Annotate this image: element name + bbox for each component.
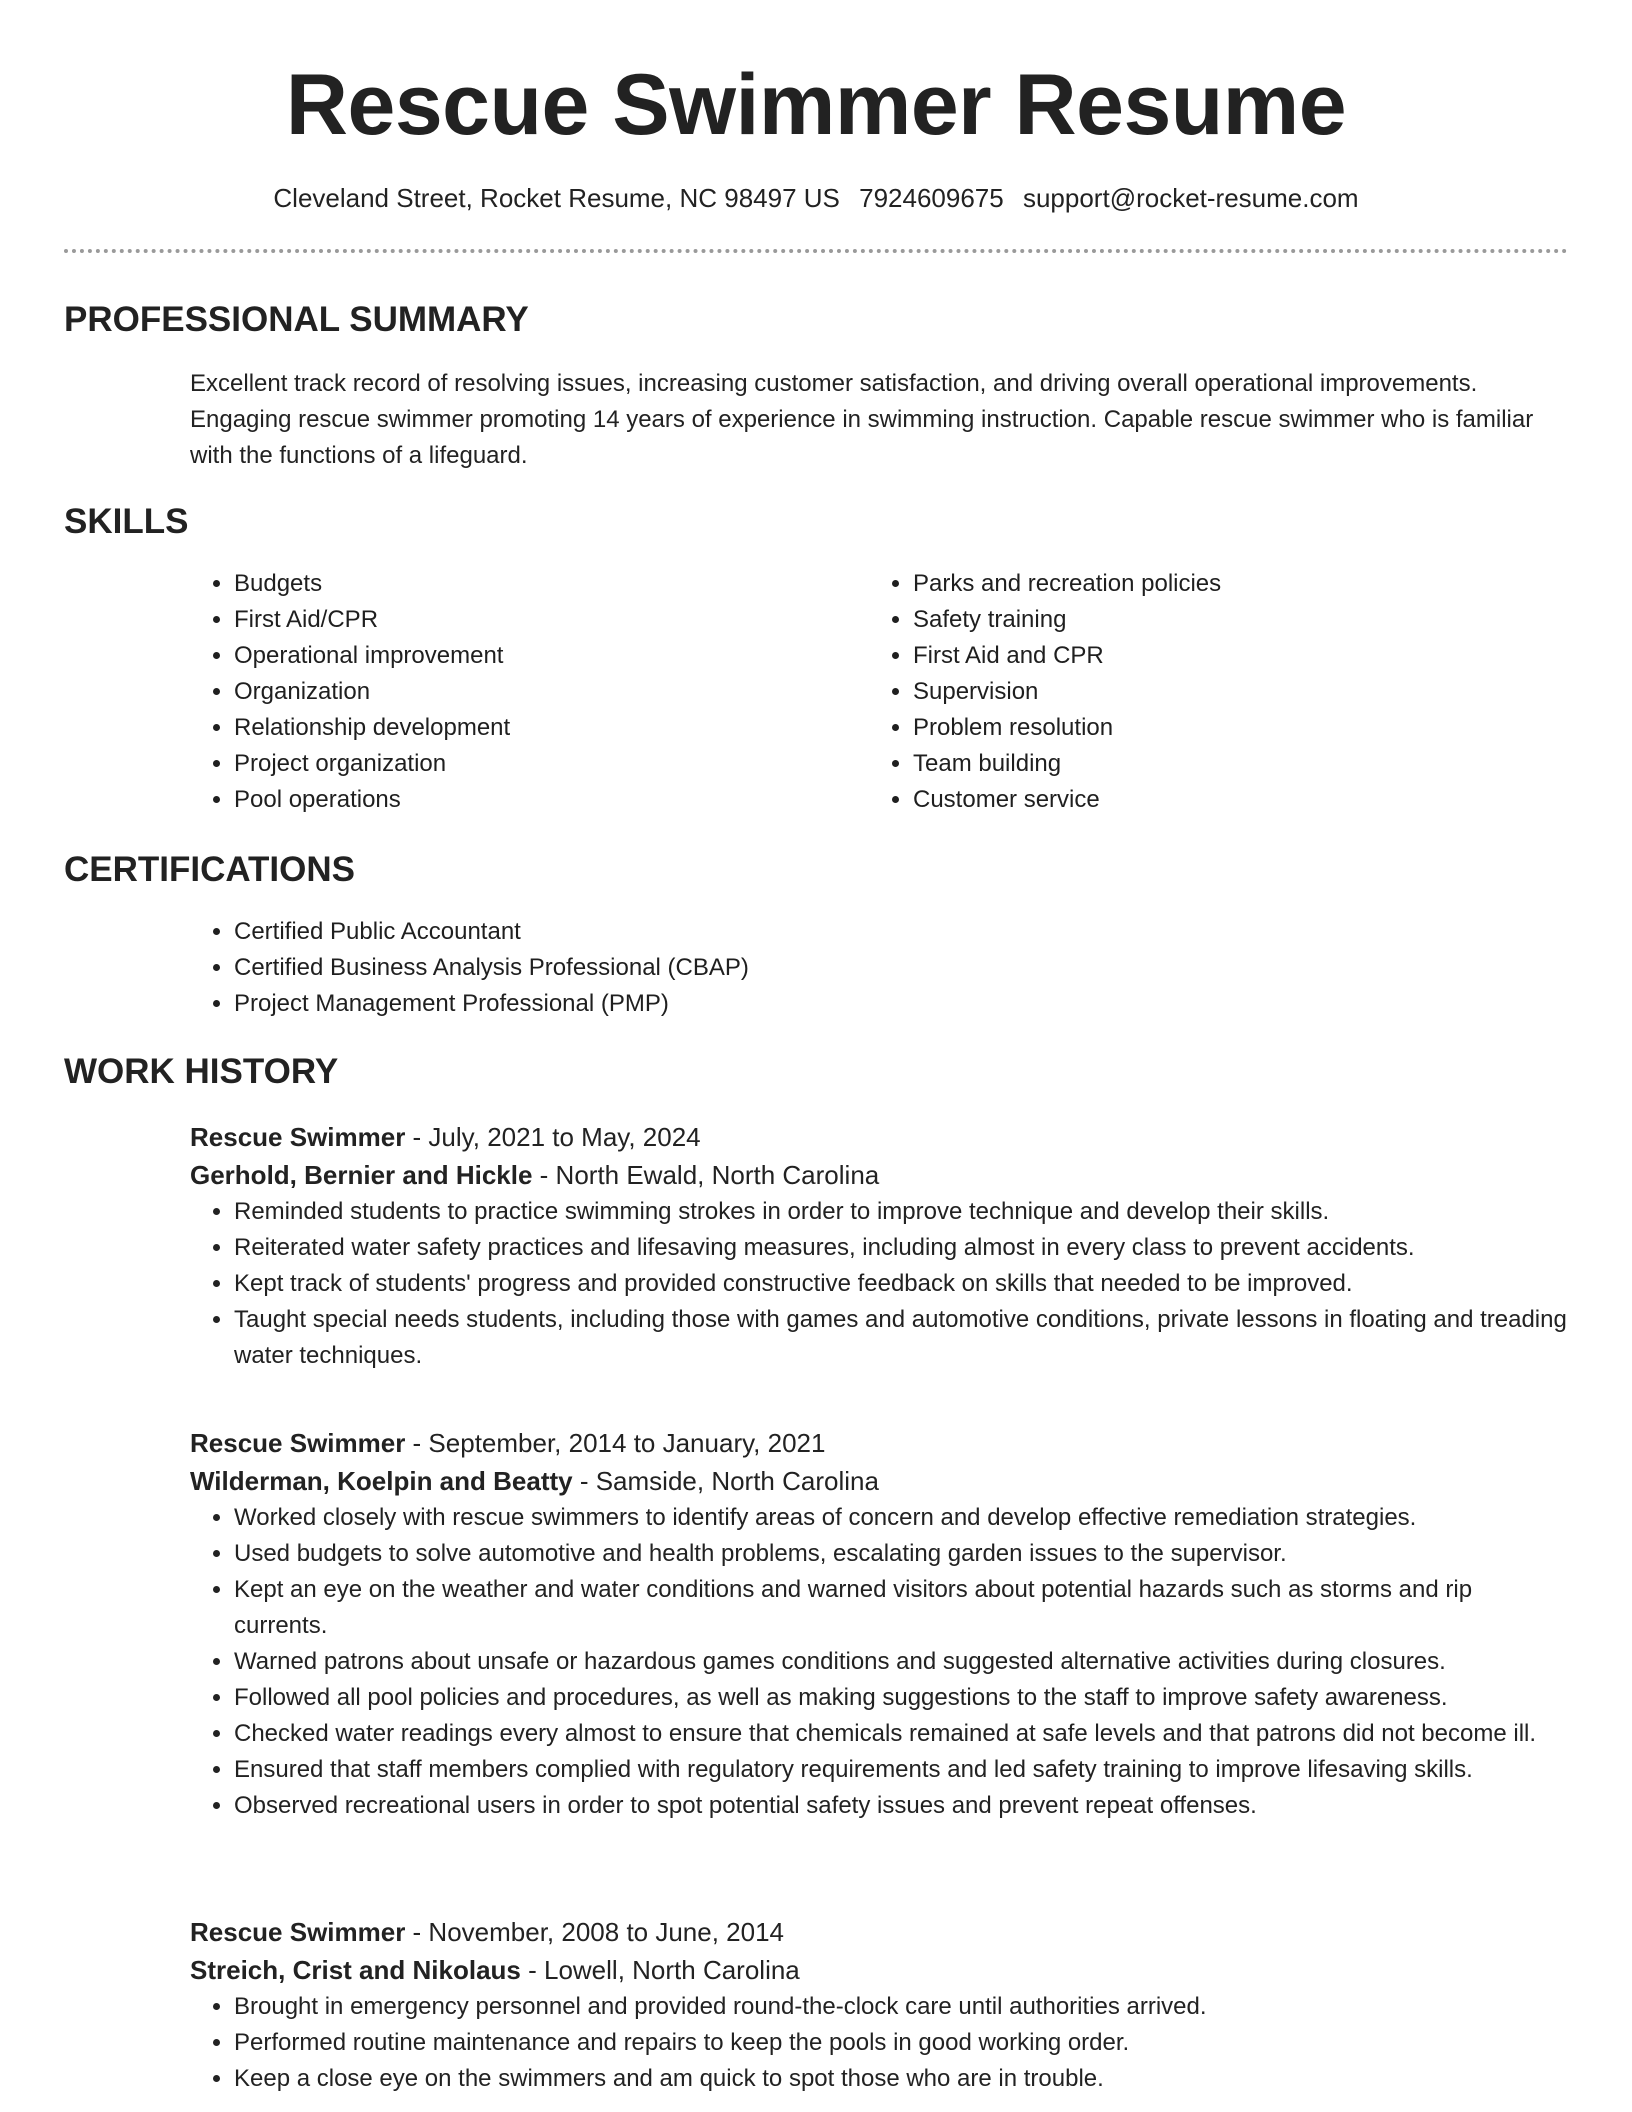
job-bullet: • Reiterated water safety practices and lifesaving measures, including almost in every class to prevent accidents.	[234, 1230, 1570, 1266]
job-bullet: • Keep a close eye on the swimmers and am quick to spot those who are in trouble.	[234, 2061, 1570, 2097]
contact-address: Cleveland Street, Rocket Resume, NC 98497 US	[273, 183, 840, 213]
job-bullet: • Checked water readings every almost to ensure that chemicals remained at safe levels and that patrons did not become ill.	[234, 1716, 1570, 1752]
job-bullet: • Kept an eye on the weather and water conditions and warned visitors about potential hazards such as storms and rip currents.	[234, 1572, 1570, 1644]
job-bullets	[190, 1194, 1570, 1374]
job-bullet: • Followed all pool policies and procedures, as well as making suggestions to the staff to improve safety awareness.	[234, 1680, 1570, 1716]
job-company: Gerhold, Bernier and Hickle	[190, 1160, 533, 1190]
contact-line	[0, 180, 1632, 216]
summary-text: Excellent track record of resolving issues, increasing customer satisfaction, and driving overall operational improvements. Engaging rescue swimmer promoting 14 years of experience in swimming instruction. Capable rescue swimmer who is familiar with the functions of a lifeguard.	[190, 370, 1534, 469]
job-bullets	[190, 1989, 1570, 2097]
job-bullets	[190, 1500, 1570, 1824]
job-entry	[190, 1424, 1570, 1824]
job-title: Rescue Swimmer	[190, 1917, 406, 1947]
contact-phone: 7924609675	[859, 183, 1004, 213]
job-bullet: • Warned patrons about unsafe or hazardous games conditions and suggested alternative activities during closures.	[234, 1644, 1570, 1680]
job-bullet: • Taught special needs students, including those with games and automotive conditions, private lessons in floating and treading water techniques.	[234, 1302, 1570, 1374]
resume-title: Rescue Swimmer Resume	[285, 57, 1347, 153]
certification-item: • Project Management Professional (PMP)	[234, 986, 1134, 1022]
certification-item: • Certified Public Accountant	[234, 914, 1134, 950]
skill-item: • Pool operations	[234, 782, 790, 818]
skill-item: • Project organization	[234, 746, 790, 782]
job-location: - North Ewald, North Carolina	[532, 1160, 880, 1190]
summary-heading: PROFESSIONAL SUMMARY	[64, 300, 529, 339]
skill-item: • First Aid/CPR	[234, 602, 790, 638]
header-divider	[64, 249, 1568, 253]
skills-list-right	[869, 566, 1469, 818]
certifications-heading: CERTIFICATIONS	[64, 850, 356, 889]
job-title-line	[190, 1424, 1570, 1462]
skills-list-left	[190, 566, 790, 818]
job-title: Rescue Swimmer	[190, 1122, 406, 1152]
skill-item: • Operational improvement	[234, 638, 790, 674]
skill-item: • First Aid and CPR	[913, 638, 1469, 674]
skill-item: • Relationship development	[234, 710, 790, 746]
job-location: - Lowell, North Carolina	[520, 1955, 800, 1985]
skill-item: • Customer service	[913, 782, 1469, 818]
contact-email: support@rocket-resume.com	[1022, 183, 1359, 213]
job-company: Streich, Crist and Nikolaus	[190, 1955, 521, 1985]
job-bullet: • Ensured that staff members complied with regulatory requirements and led safety training to improve lifesaving skills.	[234, 1752, 1570, 1788]
job-bullet: • Worked closely with rescue swimmers to identify areas of concern and develop effective remediation strategies.	[234, 1500, 1570, 1536]
job-dates: - September, 2014 to January, 2021	[405, 1428, 826, 1458]
skills-heading: SKILLS	[64, 502, 189, 541]
job-bullet: • Brought in emergency personnel and provided round-the-clock care until authorities arrived.	[234, 1989, 1570, 2025]
job-company-line	[190, 1156, 1570, 1194]
skill-item: • Parks and recreation policies	[913, 566, 1469, 602]
job-bullet: • Used budgets to solve automotive and health problems, escalating garden issues to the supervisor.	[234, 1536, 1570, 1572]
skill-item: • Budgets	[234, 566, 790, 602]
job-dates: - November, 2008 to June, 2014	[405, 1917, 785, 1947]
job-title: Rescue Swimmer	[190, 1428, 406, 1458]
job-bullet: • Observed recreational users in order to spot potential safety issues and prevent repeat offenses.	[234, 1788, 1570, 1824]
work-history-heading: WORK HISTORY	[64, 1052, 339, 1091]
job-company-line	[190, 1951, 1570, 1989]
job-bullet: • Reminded students to practice swimming strokes in order to improve technique and develop their skills.	[234, 1194, 1570, 1230]
job-company: Wilderman, Koelpin and Beatty	[190, 1466, 573, 1496]
job-bullet: • Performed routine maintenance and repairs to keep the pools in good working order.	[234, 2025, 1570, 2061]
job-title-line	[190, 1118, 1570, 1156]
certification-item: • Certified Business Analysis Professional (CBAP)	[234, 950, 1134, 986]
job-dates: - July, 2021 to May, 2024	[405, 1122, 701, 1152]
job-entry	[190, 1913, 1570, 2097]
job-entry	[190, 1118, 1570, 1374]
skill-item: • Team building	[913, 746, 1469, 782]
skill-item: • Supervision	[913, 674, 1469, 710]
job-company-line	[190, 1462, 1570, 1500]
skill-item: • Organization	[234, 674, 790, 710]
job-location: - Samside, North Carolina	[572, 1466, 879, 1496]
skill-item: • Problem resolution	[913, 710, 1469, 746]
skill-item: • Safety training	[913, 602, 1469, 638]
job-bullet: • Kept track of students' progress and provided constructive feedback on skills that needed to be improved.	[234, 1266, 1570, 1302]
job-title-line	[190, 1913, 1570, 1951]
certifications-list	[190, 914, 790, 1022]
